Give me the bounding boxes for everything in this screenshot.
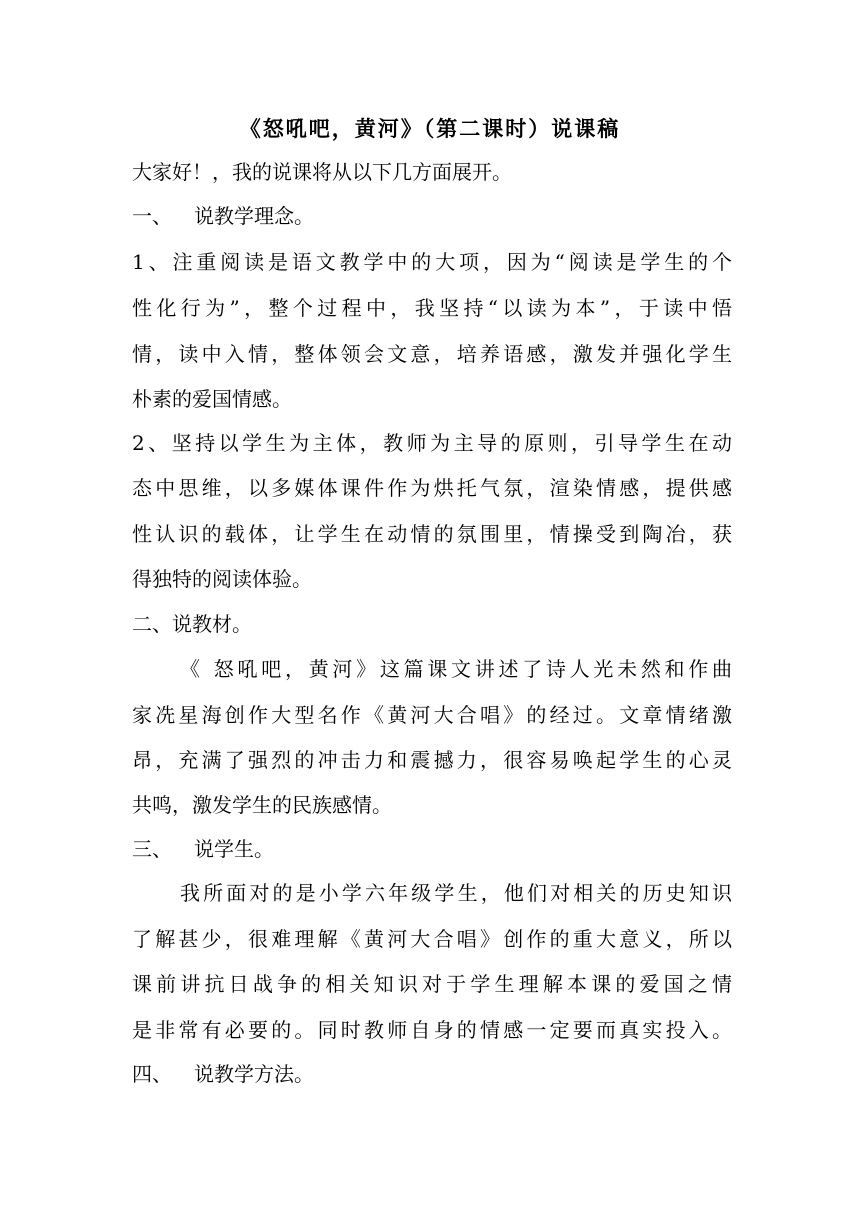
section-label: 说教学理念。: [194, 204, 314, 228]
paragraph-line: 共鸣，激发学生的民族感情。: [132, 793, 392, 817]
section-label: 说学生。: [194, 837, 274, 861]
section-heading-2: 二、说教材。: [132, 612, 252, 636]
greeting-line: 大家好！，我的说课将从以下几方面展开。: [132, 160, 512, 184]
paragraph-line: 了解甚少，很难理解《黄河大合唱》创作的重大意义，所以: [132, 927, 732, 951]
paragraph-line: 性认识的载体，让学生在动情的氛围里，情操受到陶冶，获: [132, 522, 732, 546]
paragraph-line: 态中思维，以多媒体课件作为烘托气氛，渲染情感，提供感: [132, 476, 732, 500]
section-heading-3: [132, 832, 732, 866]
paragraph-line: 性化行为”，整个过程中，我坚持“以读为本”，于读中悟: [132, 296, 732, 320]
document-title: 《怒吼吧，黄河》（第二课时）说课稿: [239, 117, 621, 141]
paragraph-line: 是非常有必要的。同时教师自身的情感一定要而真实投入。: [132, 1018, 732, 1042]
section-number: 四、: [132, 1062, 172, 1086]
paragraph-line: 朴素的爱国情感。: [132, 387, 292, 411]
paragraph-line: 得独特的阅读体验。: [132, 567, 312, 591]
section-number: 三、: [132, 837, 172, 861]
paragraph-line: 情，读中入情，整体领会文意，培养语感，激发并强化学生: [132, 342, 732, 366]
paragraph-line: 《 怒吼吧，黄河》这篇课文讲述了诗人光未然和作曲: [180, 657, 732, 681]
paragraph-line: 家冼星海创作大型名作《黄河大合唱》的经过。文章情绪激: [132, 703, 732, 727]
section-label: 说教学方法。: [194, 1062, 314, 1086]
paragraph-line: 2、坚持以学生为主体，教师为主导的原则，引导学生在动: [132, 431, 732, 455]
section-heading-1: [132, 199, 732, 233]
section-number: 一、: [132, 204, 172, 228]
paragraph-line: 昂，充满了强烈的冲击力和震撼力，很容易唤起学生的心灵: [132, 748, 732, 772]
paragraph-line: 课前讲抗日战争的相关知识对于学生理解本课的爱国之情: [132, 972, 732, 996]
section-heading-4: [132, 1057, 732, 1091]
paragraph-line: 1、注重阅读是语文教学中的大项，因为“阅读是学生的个: [132, 250, 732, 274]
paragraph-line: 我所面对的是小学六年级学生，他们对相关的历史知识: [180, 881, 732, 905]
